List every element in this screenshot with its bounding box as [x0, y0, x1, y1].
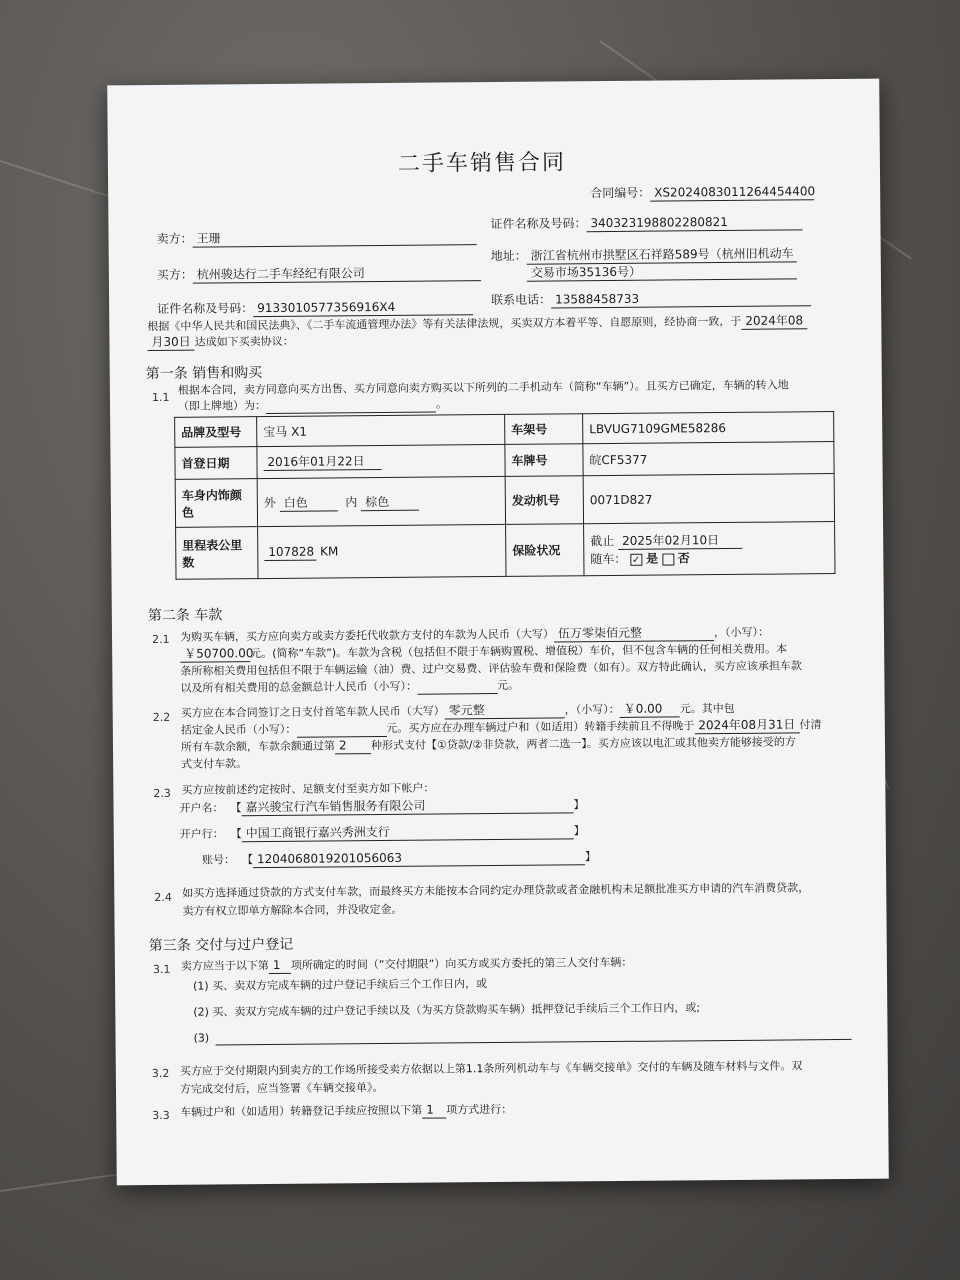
article1-title: 第一条 销售和购买 [145, 365, 263, 383]
clause-2-4: 如买方选择通过贷款的方式支付车款，而最终买方未能按本合同约定办理贷款或者金融机构未足额批准买方申请的汽车消费贷款， 卖方有权立即单方解除本合同，并没收定金。 [182, 881, 810, 918]
clause-3-1: 卖方应当于以下第 1 项所确定的时间（“交付期限”）向买方或买方委托的第三人交付车辆： [180, 955, 633, 973]
clause-3-1-opt2: (2) 买、卖双方完成车辆的过户登记手续以及（为买方贷款购买车辆）抵押登记手续后三个工作日内，或; [193, 1001, 701, 1019]
ins-no-checkbox[interactable] [662, 553, 674, 565]
clause-2-1: 为购买车辆，买方应向卖方或卖方委托代收款方支付的车款为人民币（大写） 伍万零柒佰元整 ，（小写）： ￥50700.00元。(简称“车款”)。车款为含税（包括但不限于车辆购置税、增值税）车价，但不包含车辆的任何相关费用。本 条所称相关费用包括但不限于车辆运输（油）费、过户交易费、评估验车费和保险费（如有）。双方特此确认，买方应该承担车款 以及所有相关费用的总金额总计人民币（小写）： 元。 [179, 625, 802, 695]
phone: 联系电话： 13588458733 [491, 289, 811, 309]
engine-value: 0071D827 [583, 474, 834, 524]
clause-2-2: 买方应在本合同签订之日支付首笔车款人民币（大写） 零元整 ，（小写）： ￥0.00 元。其中包 括定金人民币（小写）： 元。买方应在办理车辆过户和（如适用）转籍手续前且不得晚于 2024年08月31日 付清 所有车款余额，车款余额通过第 2 种形式支付【①贷款/②非贷款，两者二选一】。买方应该以电汇或其他卖方能够接受的方 式支付车款。 [180, 701, 822, 771]
vin-value: LBVUG7109GME58286 [583, 412, 834, 444]
contract-no: 合同编号： XS20240830112644544​00 [590, 184, 816, 201]
color-cell: 外 白色 内 棕色 [257, 476, 505, 526]
ins-yes-checkbox[interactable]: ✓ [631, 554, 641, 566]
reg-cell: 2016年01月22日 [257, 444, 505, 478]
reg-label: 首登日期 [175, 447, 257, 480]
color-label: 车身内饰颜色 [175, 479, 257, 528]
clause-3-1-opt1: (1) 买、卖双方完成车辆的过户登记手续后三个工作日内，或 [193, 977, 488, 993]
ins-cell: 截止 2025年02月10日 随车： ✓ 是 否 [584, 522, 835, 576]
clause-3-2: 买方应于交付期限内到卖方的工作场所接受卖方依据以上第1.1条所列机动车与《车辆交接单》交付的车辆及随车材料与文件。双 方完成交付后，应当签署《车辆交接单》。 [179, 1059, 803, 1096]
clause-3-3: 车辆过户和（如适用）转籍登记手续应按照以下第 1 项方式进行： [180, 1102, 513, 1119]
article2-title: 第二条 车款 [147, 607, 223, 625]
brand-value: 宝马 X1 [257, 414, 505, 446]
seller-id: 证件名称及号码： 340323198802280821 [490, 213, 802, 233]
plate-value: 皖CF5377 [583, 442, 834, 476]
clause-3-1-opt3: (3) [193, 1031, 210, 1045]
mileage-label: 里程表公里数 [176, 527, 258, 580]
ins-label: 保险状况 [506, 524, 584, 577]
account-name: 开户名： 【 嘉兴骏宝行汽车销售服务有限公司 】 [179, 798, 585, 815]
buyer: 买方： 杭州骏达行二手车经纪有限公司 [157, 264, 481, 284]
engine-label: 发动机号 [505, 476, 583, 525]
mileage-cell: 107828 KM [258, 524, 506, 578]
vehicle-table [174, 411, 835, 580]
account-bank: 开户行： 【 中国工商银行嘉兴秀洲支行 】 [179, 824, 585, 841]
seller: 卖方： 王珊 [156, 228, 476, 248]
contract-paper: 二手车销售合同 合同编号： XS20240830112644544​00 卖方： 王珊 证件名称及号码： 340323198802280821 买方： 杭州骏达行二手车经纪有限公司 地址： 浙江省杭州市拱墅区石祥路589号（杭州旧机动车 交易市场35136号） 证件名称及号码： 91330105773569​16X4 联系电话： 13588458733 根据《中华人民共和国民法典》、《二手车流通管理办法》等有关法律法规，买卖双方本着平等、自愿原则，经协商一致，于 2024年08 月30日 达成如下买卖协议： 第一条 销售和购买 1.1 根据本合同，卖方同意向买方出售、买方同意向卖方购买以下所列的二手机动车（简称“车辆”）。且买方已确定，车辆的转入地 （即上牌地）为： 。 品牌及型号 宝马 X1 车架号 LBVUG7109GME58286 首登日期 2016年01月22日 车牌号 皖CF5377 车身内饰颜色 外 白色 内 棕色 发动机号 0071D827 里程表公里数 107828 KM 保险状况 截止 2025年02月10日 随车： ✓ 是 否 第二条 车款 2.1 为购买车辆，买方应向卖方或卖方委托代收款方支付的车款为人民币（大写） 伍万零柒佰元整 ，（小写）： ￥50700.00元。(简称“车款”)。车款为含税（包括但不限于车辆购置税、增值税）车价，但不包含车辆的任何相关费用。本 条所称相关费用包括但不限于车辆运输（油）费、过户交易费、评估验车费和保险费（如有）。双方特此确认，买方应该承担车款 以及所有相关费用的总金额总计人民币（小写）： 元。 2.2 买方应在本合同签订之日支付首笔车款人民币（大写） 零元整 ，（小写）： ￥0.00 元。其中包 括定金人民币（小写）： 元。买方应在办理车辆过户和（如适用）转籍手续前且不得晚于 2024年08月31日 付清 所有车款余额，车款余额通过第 2 种形式支付【①贷款/②非贷款，两者二选一】。买方应该以电汇或其他卖方能够接受的方 式支付车款。 2.3 买方应按前述约定按时、足额支付至卖方如下帐户： 开户名： 【 嘉兴骏宝行汽车销售服务有限公司 】 开户行： 【 中国工商银行嘉兴秀洲支行 】 账号： 【 1204068019201056063 】 2.4 如买方选择通过贷款的方式支付车款，而最终买方未能按本合同约定办理贷款或者金融机构未足额批准买方申请的汽车消费贷款， 卖方有权立即单方解除本合同，并没收定金。 第三条 交付与过户登记 3.1 卖方应当于以下第 1 项所确定的时间（“交付期限”）向买方或买方委托的第三人交付车辆： (1) 买、卖双方完成车辆的过户登记手续后三个工作日内，或 (2) 买、卖双方完成车辆的过户登记手续以及（为买方贷款购买车辆）抵押登记手续后三个工作日内，或; (3) 3.2 买方应于交付期限内到卖方的工作场所接受卖方依据以上第1.1条所列机动车与《车辆交接单》交付的车辆及随车材料与文件。双 方完成交付后，应当签署《车辆交接单》。 3.3 车辆过户和（如适用）转籍登记手续应按照以下第 1 项方式进行： [107, 79, 889, 1186]
account-number: 账号： 【 1204068019201056063 】 [201, 850, 597, 867]
vin-label: 车架号 [505, 414, 583, 445]
buyer-id: 证件名称及号码： 91330105773569​16X4 [157, 298, 473, 318]
blank-line [216, 1039, 852, 1046]
contract-title: 二手车销售合同 [397, 150, 567, 177]
clause-1-1: 根据本合同，卖方同意向买方出售、买方同意向卖方购买以下所列的二手机动车（简称“车辆”）。且买方已确定，车辆的转入地 （即上牌地）为： 。 [177, 378, 789, 413]
article3-title: 第三条 交付与过户登记 [148, 936, 294, 955]
preamble: 根据《中华人民共和国民法典》、《二手车流通管理办法》等有关法律法规，买卖双方本着平等、自愿原则，经协商一致，于 2024年08 月30日 达成如下买卖协议： [147, 313, 807, 351]
plate-label: 车牌号 [505, 444, 583, 477]
brand-label: 品牌及型号 [175, 417, 257, 448]
clause-2-3: 买方应按前述约定按时、足额支付至卖方如下帐户： [181, 781, 435, 797]
address: 地址： 浙江省杭州市拱墅区石祥路589号（杭州旧机动车 交易市场35136号） [491, 245, 797, 282]
